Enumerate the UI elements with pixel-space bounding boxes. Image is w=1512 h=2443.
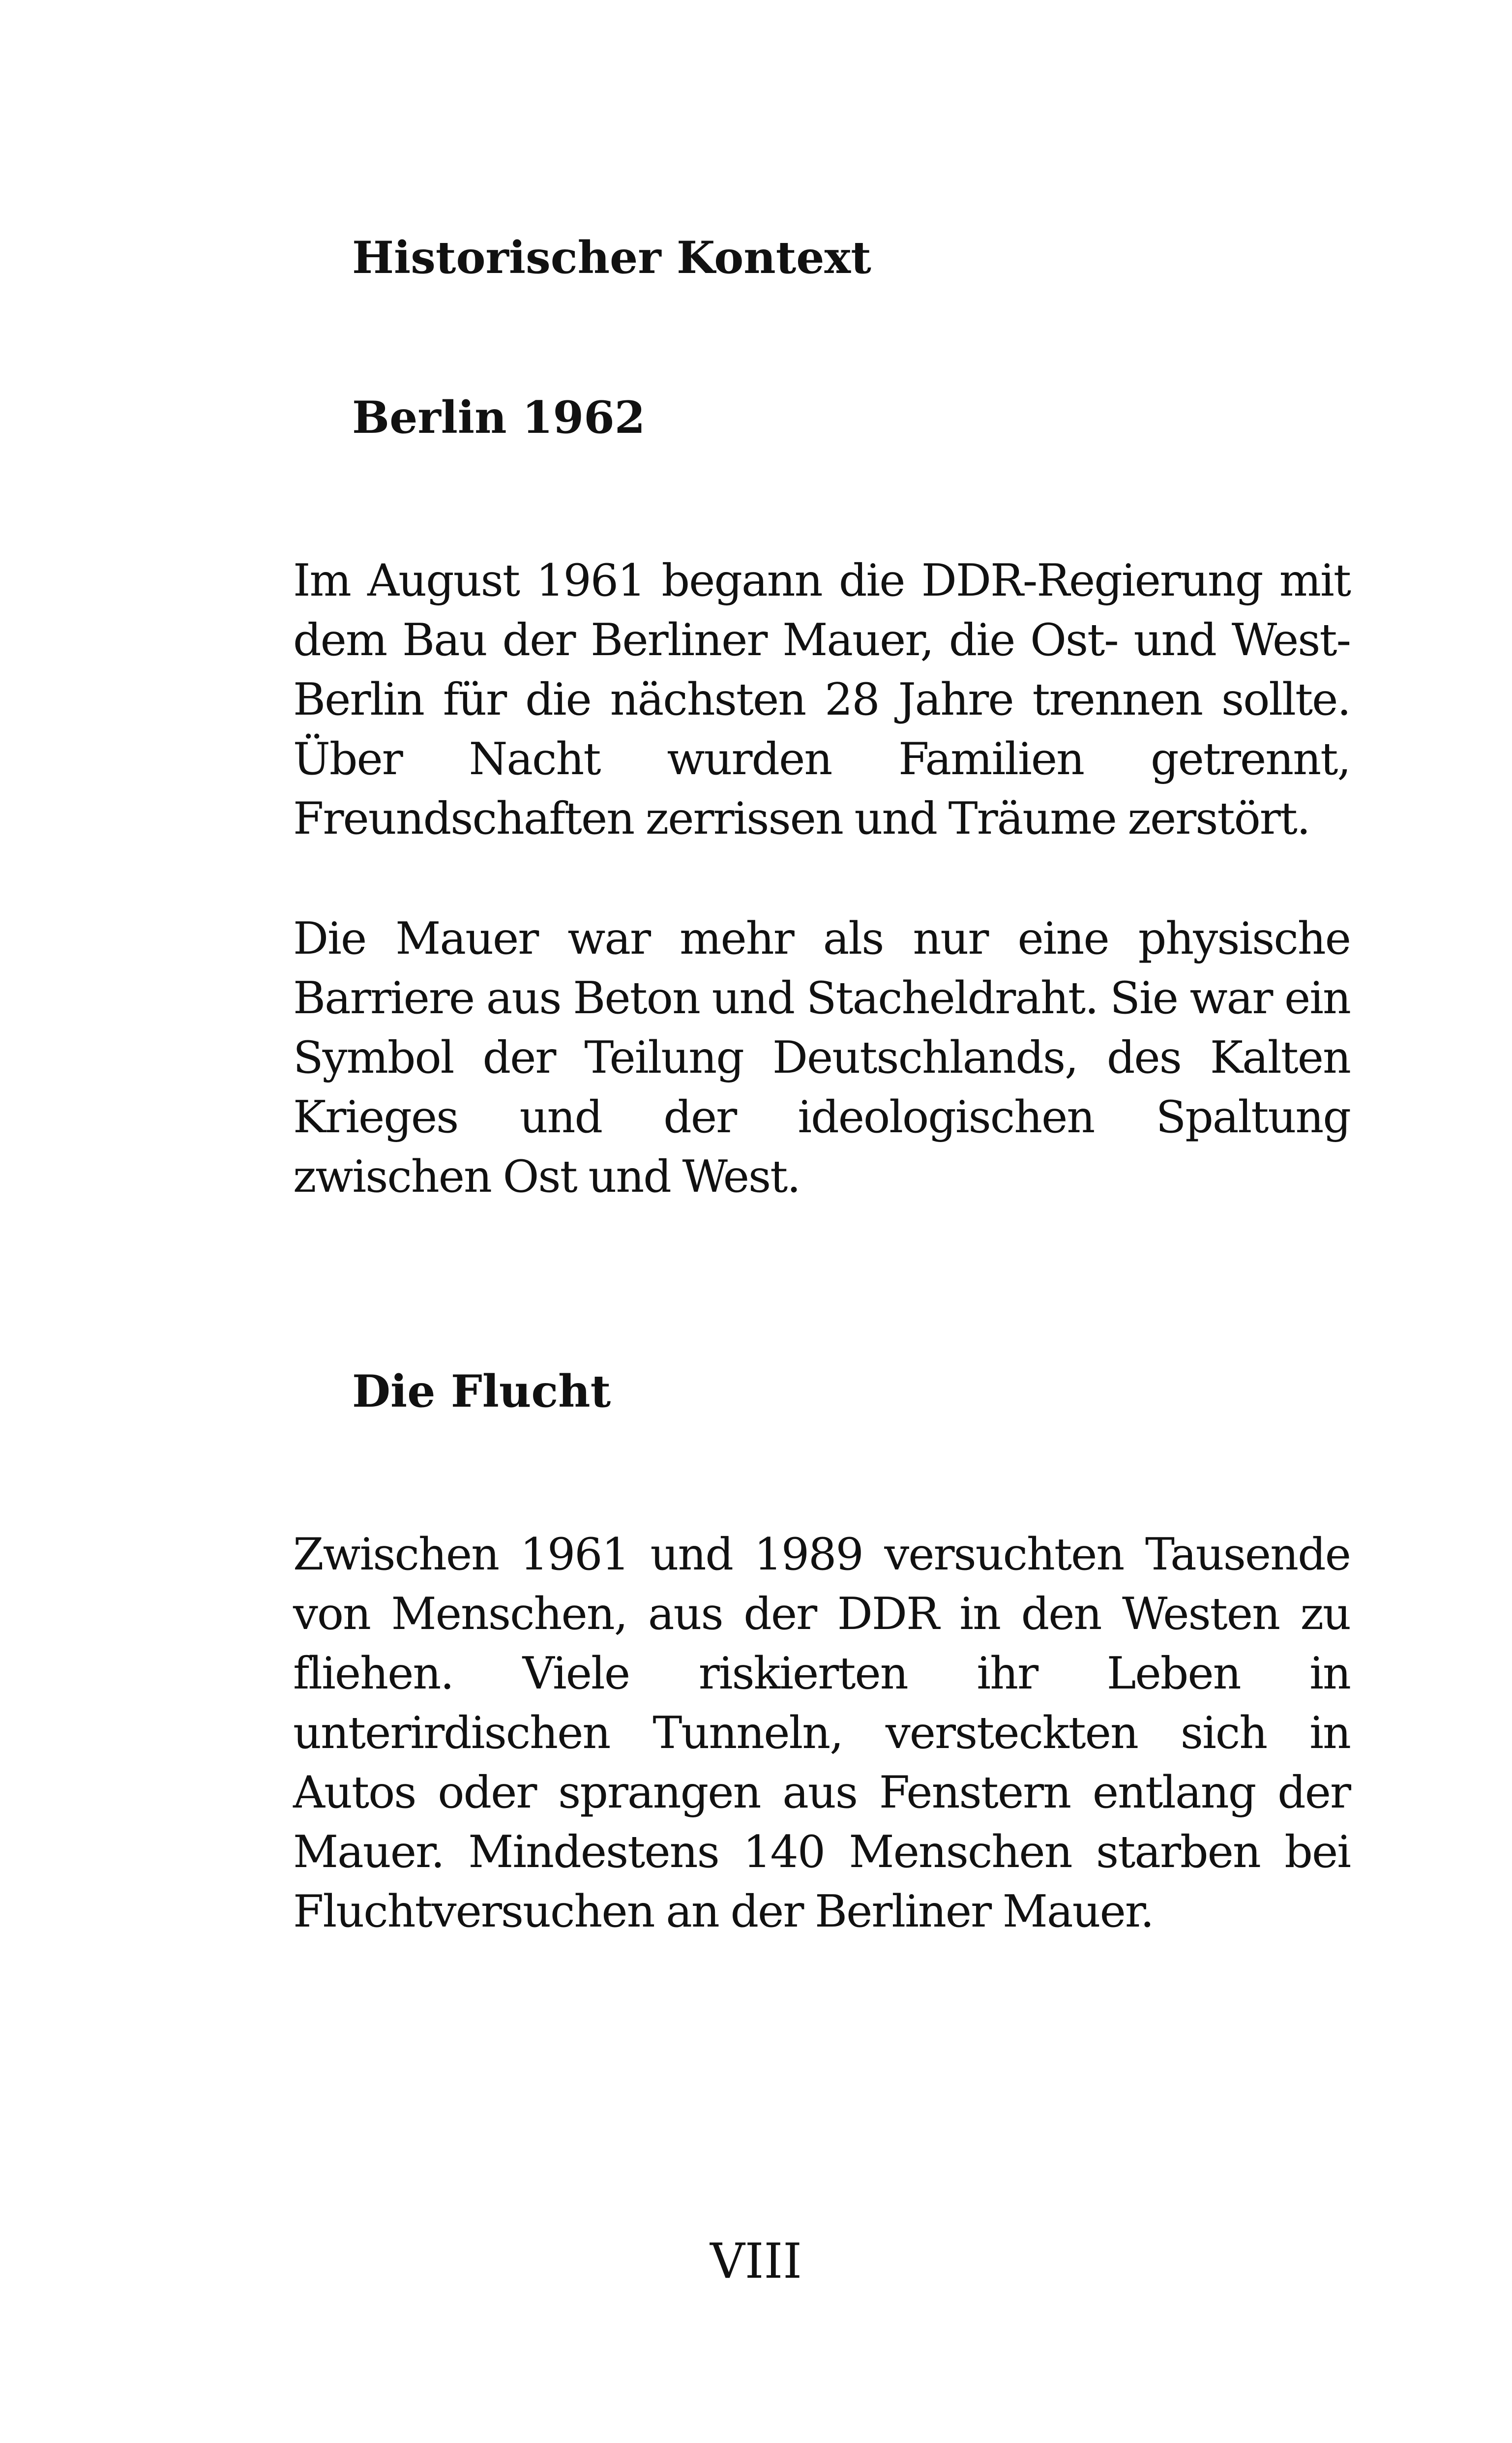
subsection-heading-die-flucht: Die Flucht (352, 1365, 611, 1418)
paragraph-fluchtversuche: Zwischen 1961 und 1989 versuchten Tausende von Menschen, aus der DDR in den Westen zu fliehen. Viele riskierten ihr Leben in unterirdischen Tunneln, versteckten sich in Autos oder sprangen aus Fenstern entlang der Mauer. Mindestens 140 Menschen starben bei Fluchtversuchen an der Berliner Mauer. (293, 1529, 1350, 1937)
paragraph-symbol-der-teilung: Die Mauer war mehr als nur eine physische Barriere aus Beton und Stacheldraht. Sie war ein Symbol der Teilung Deutschlands, des Kalten Krieges und der ideologischen Spaltung zwischen Ost und West. (293, 913, 1350, 1203)
section-title: Historischer Kontext (352, 232, 871, 284)
subsection-heading-berlin-1962: Berlin 1962 (352, 392, 646, 444)
paragraph-mauerbau: Im August 1961 begann die DDR-Regierung mit dem Bau der Berliner Mauer, die Ost- und West-Berlin für die nächsten 28 Jahre trennen sollte. Über Nacht wurden Familien getrennt, Freundschaften zerrissen und Träume zerstört. (293, 555, 1350, 844)
page-number: VIII (710, 2233, 802, 2290)
